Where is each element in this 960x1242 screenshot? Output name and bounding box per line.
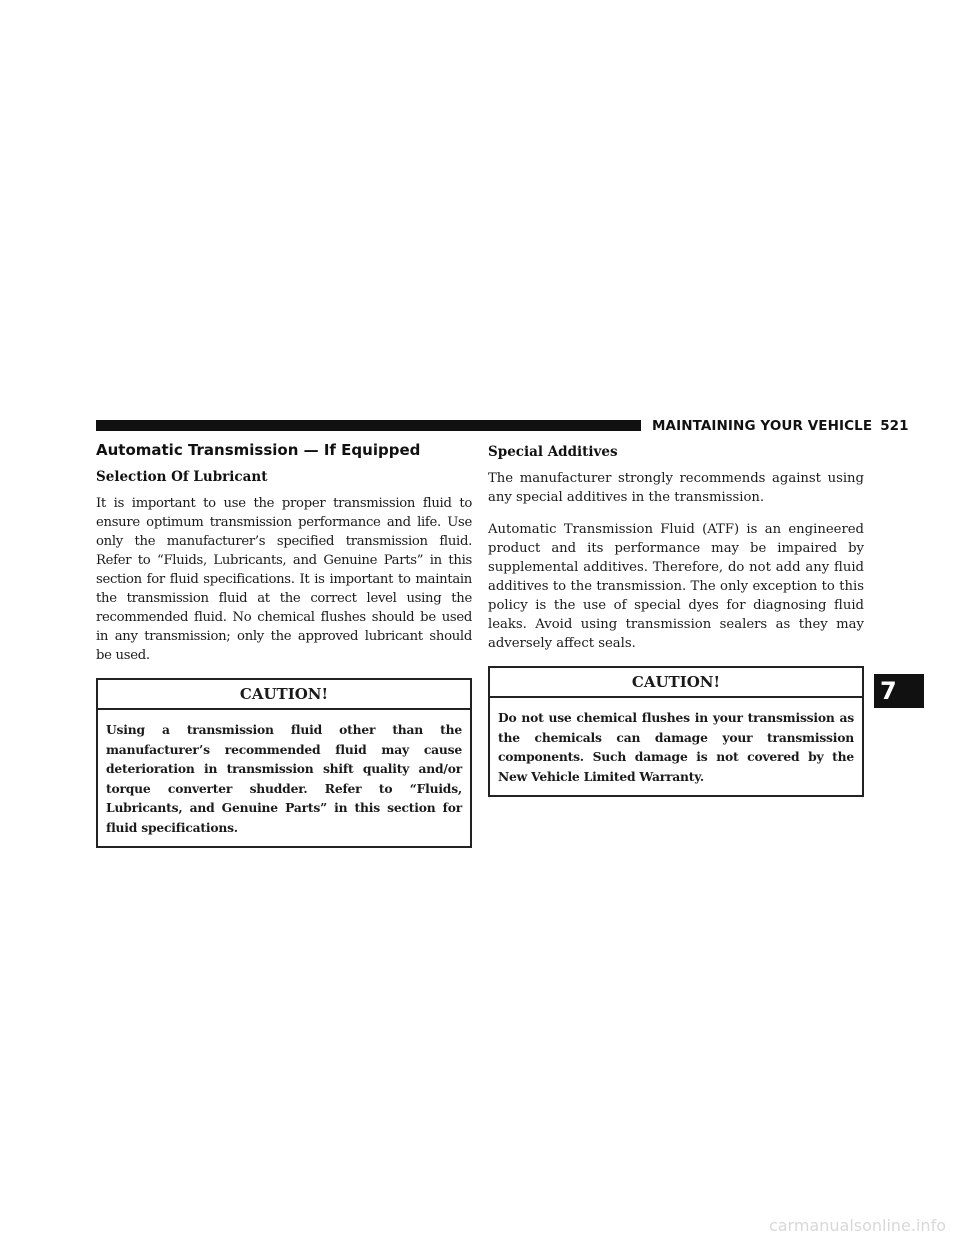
- left-column: [96, 441, 472, 848]
- subsection-title-additives: Special Additives: [488, 444, 618, 460]
- lubricant-paragraph: It is important to use the proper transmission fluid to ensure optimum transmission performance and life. Use only the manufacturer’s specified transmission fluid. Refer to “Fluids, Lubricants, and Genuine Parts” in this section for fluid specifications. It is important to maintain the transmission fluid at the correct level using the recommended fluid. No chemical flushes should be used in any transmission; only the approved lubricant should be used.: [96, 496, 472, 663]
- caution-title: CAUTION!: [490, 668, 862, 698]
- running-header: [652, 418, 909, 434]
- chapter-tab: 7: [874, 674, 924, 708]
- watermark: carmanualsonline.info: [768, 1216, 946, 1235]
- section-title: Automatic Transmission — If Equipped: [96, 441, 421, 459]
- header-page-number: 521: [880, 418, 909, 434]
- additives-paragraph-1: The manufacturer strongly recommends against using any special additives in the transmission.: [488, 471, 864, 505]
- subsection-title-lubricant: Selection Of Lubricant: [96, 469, 268, 485]
- caution-title: CAUTION!: [98, 680, 470, 710]
- header-rule: [96, 420, 641, 431]
- additives-paragraph-2: Automatic Transmission Fluid (ATF) is an engineered product and its performance may be impaired by supplemental additives. Therefore, do not add any fluid additives to the transmission. The only exception to this policy is the use of special dyes for diagnosing fluid leaks. Avoid using transmission sealers as they may adversely affect seals.: [488, 522, 864, 651]
- caution-box-lubricant: [96, 678, 472, 848]
- caution-box-additives: [488, 666, 864, 797]
- header-section-name: MAINTAINING YOUR VEHICLE: [652, 418, 873, 434]
- caution-text: Using a transmission fluid other than the manufacturer’s recommended fluid may cause deterioration in transmission shift quality and/or torque converter shudder. Refer to “Fluids, Lubricants, and Genuine Parts” in this section for fluid specifications.: [106, 722, 462, 835]
- caution-text: Do not use chemical flushes in your transmission as the chemicals can damage your transmission components. Such damage is not covered by the New Vehicle Limited Warranty.: [498, 710, 854, 784]
- right-column: [488, 441, 864, 797]
